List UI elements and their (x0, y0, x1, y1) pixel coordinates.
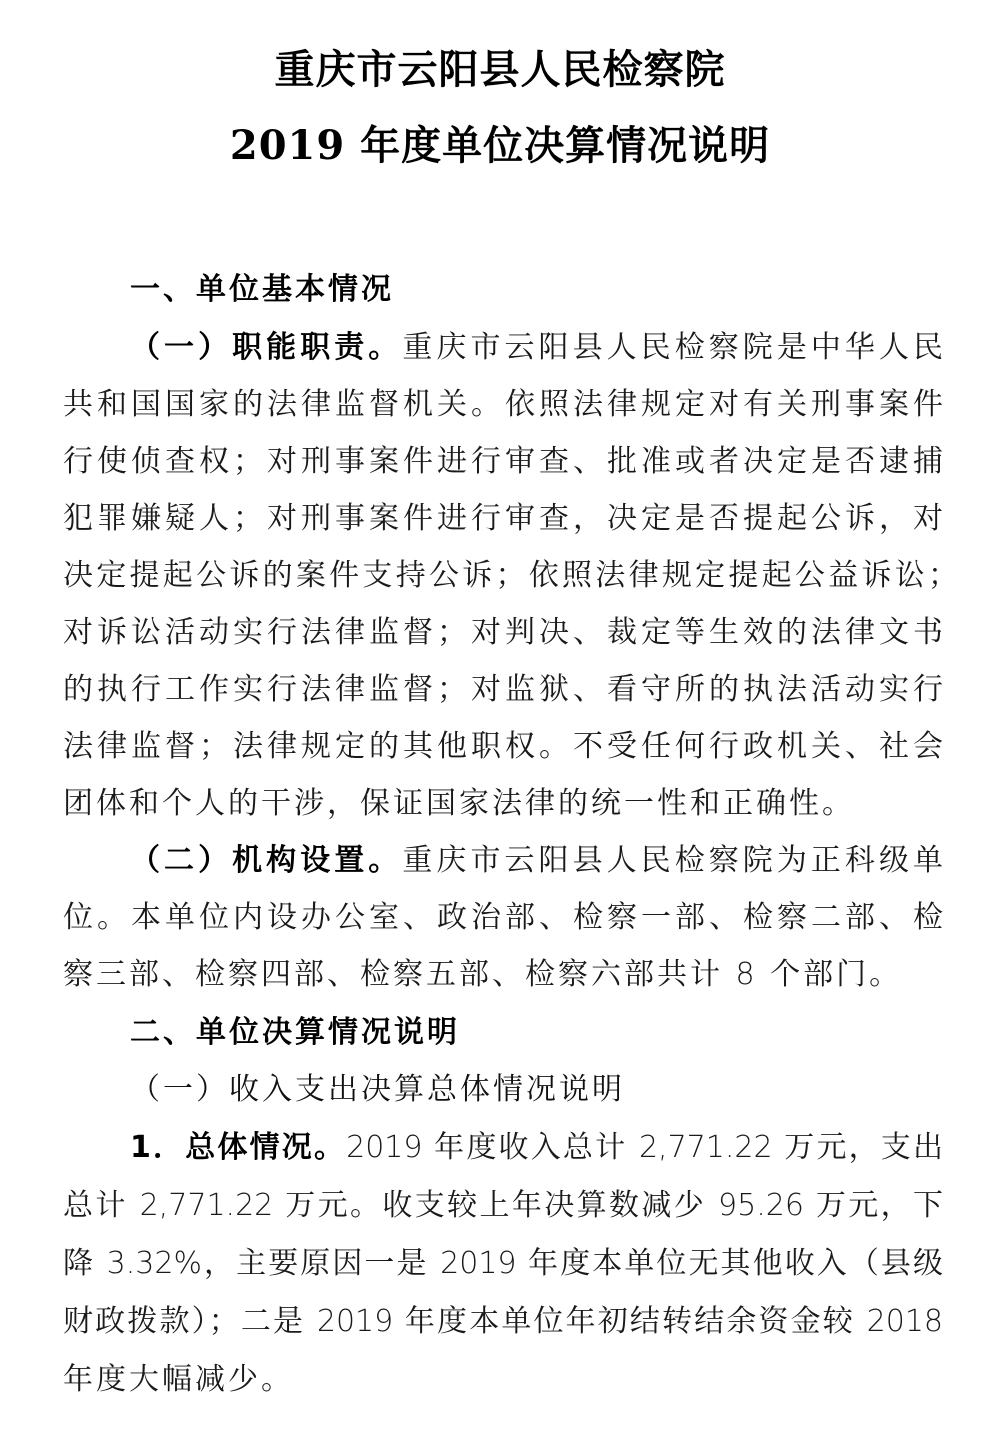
section-2-para-1-text: 2019 年度收入总计 2,771.22 万元，支出 (346, 1130, 943, 1165)
section-1-para-1-lead: （一）职能职责。 (130, 330, 403, 365)
section-1-para-1-line-2: 共和国国家的法律监督机关。依照法律规定对有关刑事案件 (63, 387, 943, 422)
section-1-para-1-line-5: 决定提起公诉的案件支持公诉；依照法律规定提起公益诉讼； (63, 558, 958, 593)
section-2-heading: 二、单位决算情况说明 (130, 1015, 460, 1050)
section-2-para-1-lead: 1．总体情况。 (130, 1130, 347, 1165)
section-1-para-1-line-3: 行使侦查权；对刑事案件进行审查、批准或者决定是否逮捕 (63, 444, 943, 479)
section-1-para-1-line-9: 团体和个人的干涉，保证国家法律的统一性和正确性。 (63, 786, 855, 821)
section-1-para-2-text: 重庆市云阳县人民检察院为正科级单 (402, 843, 944, 878)
section-1-para-2-line-1 (130, 833, 943, 889)
section-1-heading: 一、单位基本情况 (130, 272, 394, 307)
section-2-para-1-line-5: 年度大幅减少。 (63, 1362, 294, 1397)
section-2-para-1-line-1 (130, 1120, 943, 1176)
document-title-line-2: 2019 年度单位决算情况说明 (229, 122, 771, 169)
section-2-subheading: （一）收入支出决算总体情况说明 (130, 1072, 625, 1107)
document-title-line-1: 重庆市云阳县人民检察院 (274, 46, 726, 93)
section-1-para-1-line-1 (130, 320, 943, 376)
section-1-para-1-line-8: 法律监督；法律规定的其他职权。不受任何行政机关、社会 (63, 729, 943, 764)
section-1-para-1-text: 重庆市云阳县人民检察院是中华人民 (402, 330, 944, 365)
section-1-para-2-line-2: 位。本单位内设办公室、政治部、检察一部、检察二部、检 (63, 900, 943, 935)
section-2-para-1-line-4: 财政拨款）；二是 2019 年度本单位年初结转结余资金较 2018 (63, 1304, 943, 1339)
section-2-para-1-line-2: 总计 2,771.22 万元。收支较上年决算数减少 95.26 万元，下 (63, 1188, 943, 1223)
section-1-para-1-line-6: 对诉讼活动实行法律监督；对判决、裁定等生效的法律文书 (63, 615, 943, 650)
section-2-para-1-line-3: 降 3.32%，主要原因一是 2019 年度本单位无其他收入（县级 (63, 1246, 943, 1281)
section-1-para-2-lead: （二）机构设置。 (130, 843, 403, 878)
section-1-para-2-line-3: 察三部、检察四部、检察五部、检察六部共计 8 个部门。 (63, 957, 903, 992)
section-1-para-1-line-7: 的执行工作实行法律监督；对监狱、看守所的执法活动实行 (63, 672, 943, 707)
section-1-para-1-line-4: 犯罪嫌疑人；对刑事案件进行审查，决定是否提起公诉，对 (63, 501, 943, 536)
